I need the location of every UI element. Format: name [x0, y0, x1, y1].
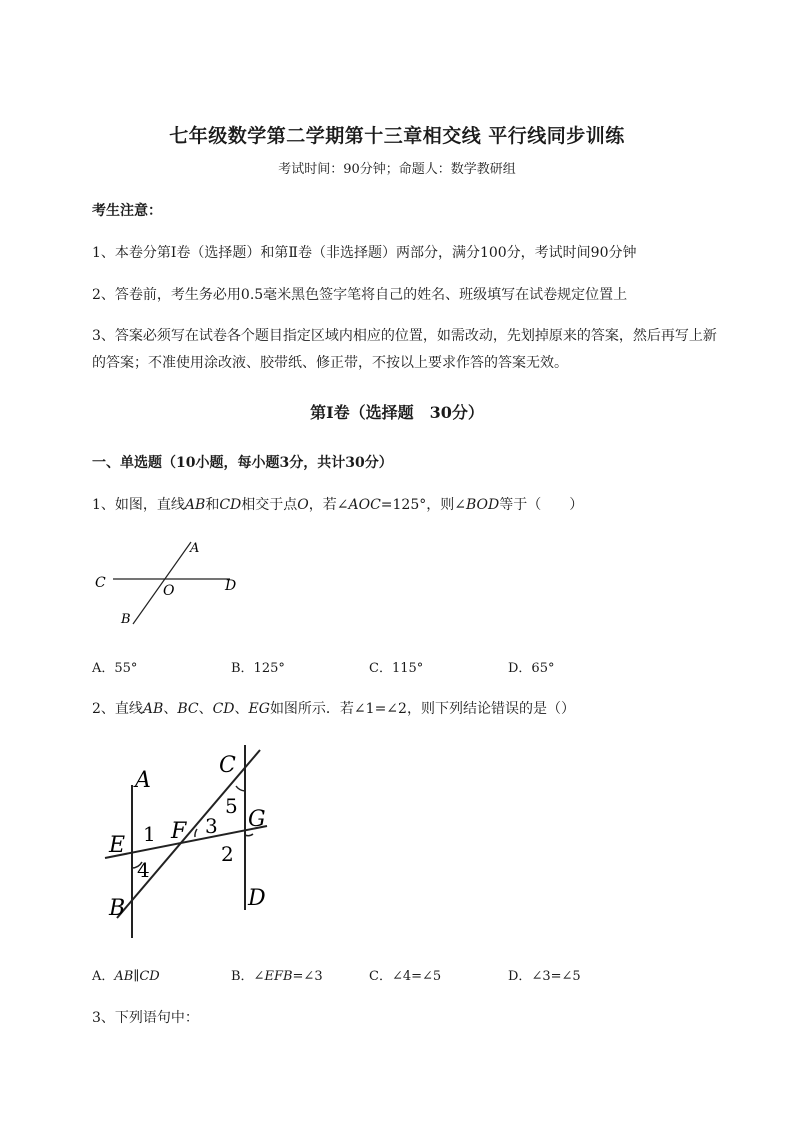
stem-text: =125°，则∠	[380, 497, 466, 513]
notice-item-3-cont: 的答案；不准使用涂改液、胶带纸、修正带，不按以上要求作答的答案无效。	[92, 355, 568, 371]
stem-text: 、	[163, 701, 178, 717]
stem-text: 、	[198, 701, 213, 717]
angle-5-arc	[236, 786, 245, 791]
q1-option-c[interactable]: C．115°	[369, 661, 424, 676]
stem-text: ，若∠	[308, 497, 349, 513]
angle-2-arc	[245, 834, 253, 836]
notice-heading: 考生注意：	[92, 203, 162, 219]
q2-option-c[interactable]	[369, 965, 441, 984]
option-text: ∠3=∠5	[531, 969, 581, 984]
q2-option-d[interactable]	[508, 965, 581, 984]
angle-2-label: 2	[221, 842, 234, 866]
page-title: 七年级数学第二学期第十三章相交线 平行线同步训练	[169, 125, 625, 147]
angle-5-label: 5	[225, 794, 238, 818]
option-suffix: =∠3	[292, 969, 323, 984]
question-2-stem	[92, 698, 575, 718]
part-heading: 一、单选题（10小题，每小题3分，共计30分）	[92, 455, 393, 471]
label-c: C	[219, 753, 236, 778]
stem-text: 1、如图，直线	[92, 497, 185, 513]
label-b: B	[121, 612, 131, 627]
q1-option-a[interactable]: A．55°	[92, 661, 138, 676]
option-prefix: D．	[508, 969, 532, 984]
stem-text: 等于（ ）	[499, 497, 584, 513]
angle-aoc: AOC	[348, 497, 381, 513]
stem-text: 如图所示．若∠1=∠2，则下列结论错误的是（）	[269, 701, 575, 717]
option-prefix: B．∠	[231, 969, 265, 984]
angle-bod: BOD	[465, 497, 500, 513]
label-a: A	[190, 541, 200, 556]
label-o: O	[163, 583, 175, 599]
label-f: F	[171, 819, 187, 844]
notice-item-2: 2、答卷前，考生务必用0.5毫米黑色签字笔将自己的姓名、班级填写在试卷规定位置上	[92, 287, 628, 303]
point-o: O	[297, 497, 309, 513]
q2-option-a[interactable]	[92, 965, 160, 984]
q2-option-b[interactable]	[231, 965, 323, 984]
line-bc: BC	[177, 701, 199, 717]
question-3-stem: 3、下列语句中：	[92, 1010, 199, 1026]
label-g: G	[248, 807, 266, 832]
option-prefix: C．	[369, 969, 392, 984]
angle-3-arc	[195, 829, 197, 837]
stem-text: 、	[234, 701, 249, 717]
question-2-figure	[95, 740, 285, 950]
label-d: D	[248, 886, 266, 911]
question-1-stem	[92, 494, 583, 514]
line-ab: AB	[142, 701, 164, 717]
stem-text: 和	[205, 497, 220, 513]
stem-text: 2、直线	[92, 701, 143, 717]
line-ab: AB	[184, 497, 206, 513]
notice-item-3: 3、答案必须写在试卷各个题目指定区域内相应的位置，如需改动，先划掉原来的答案，然后再写上新	[92, 328, 717, 344]
question-1-figure	[85, 532, 255, 632]
label-b: B	[109, 896, 126, 921]
option-text: ∠4=∠5	[391, 969, 442, 984]
section-title: 第I卷（选择题 30分）	[310, 403, 484, 422]
angle-1-label: 1	[143, 822, 156, 846]
line-cd: CD	[212, 701, 235, 717]
label-e: E	[109, 833, 126, 858]
line-ab-drawn	[133, 542, 191, 624]
angle-3-label: 3	[205, 814, 218, 838]
angle-4-label: 4	[137, 858, 150, 882]
label-d: D	[225, 578, 237, 594]
notice-item-1: 1、本卷分第I卷（选择题）和第Ⅱ卷（非选择题）两部分，满分100分，考试时间90分钟	[92, 245, 637, 261]
option-text: AB∥CD	[114, 969, 160, 984]
label-c: C	[95, 575, 106, 591]
stem-text: 相交于点	[241, 497, 298, 513]
label-a: A	[135, 768, 151, 793]
option-prefix: A．	[92, 969, 115, 984]
line-eg: EG	[248, 701, 270, 717]
line-cd: CD	[219, 497, 242, 513]
q1-option-d[interactable]: D．65°	[508, 661, 555, 676]
option-text: EFB	[264, 969, 293, 984]
q1-option-b[interactable]: B．125°	[231, 661, 285, 676]
exam-info: 考试时间：90分钟；命题人：数学教研组	[278, 162, 516, 177]
